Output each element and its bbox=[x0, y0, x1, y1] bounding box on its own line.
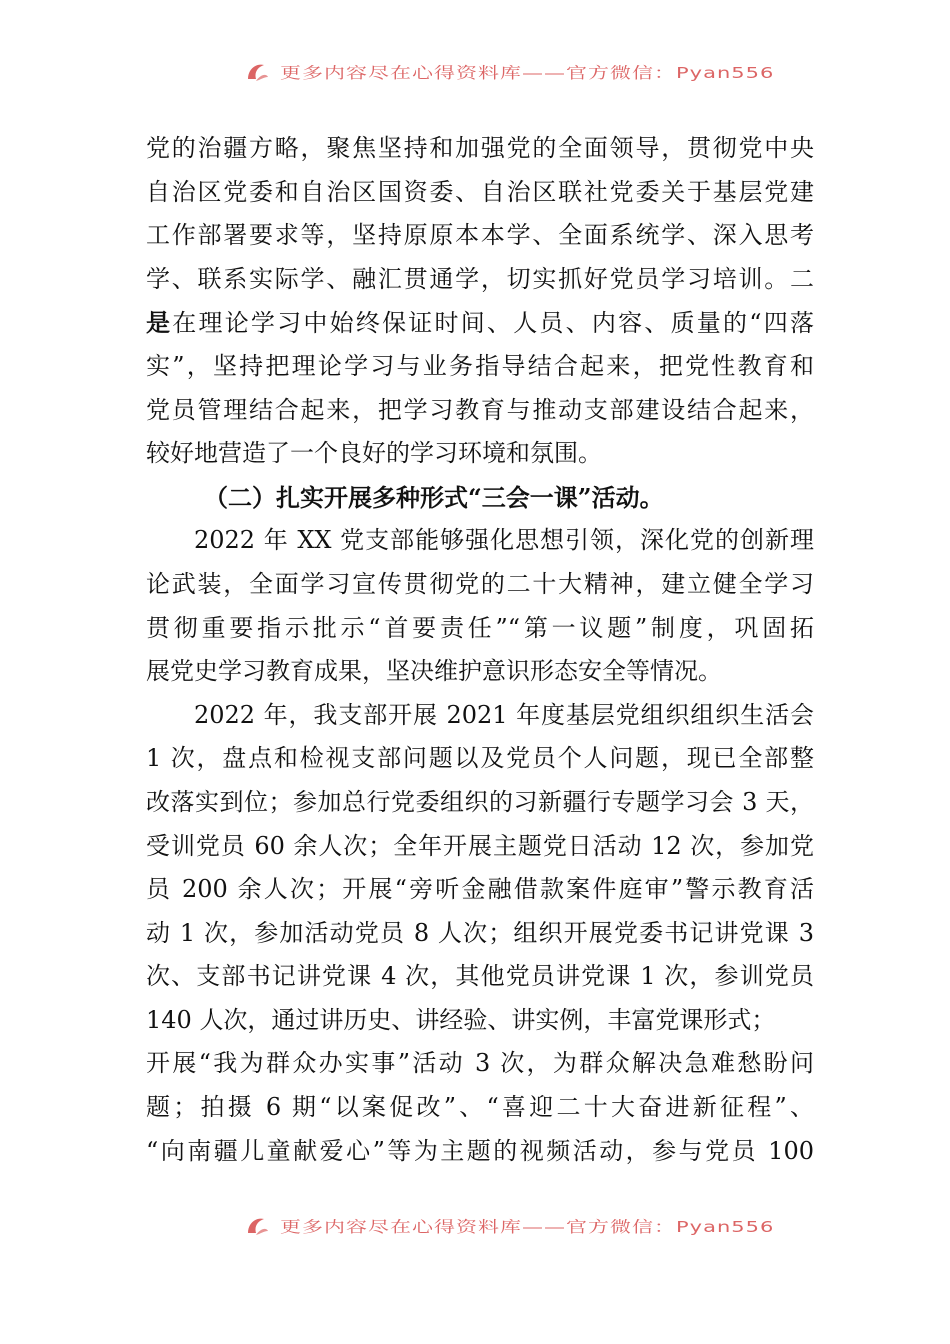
document-body bbox=[146, 127, 814, 1173]
text-line: 党的治疆方略，聚焦坚持和加强党的全面领导，贯彻党中央 bbox=[146, 134, 814, 162]
text-line: 实”，坚持把理论学习与业务指导结合起来，把党性教育和 bbox=[146, 351, 814, 380]
text-line: 开展“我为群众办实事”活动 3 次，为群众解决急难愁盼问 bbox=[146, 1049, 814, 1078]
text-line: 学、联系实际学、融汇贯通学，切实抓好党员学习培训。二 bbox=[146, 264, 814, 293]
watermark-header bbox=[244, 52, 774, 92]
text-line: 受训党员 60 余人次；全年开展主题党日活动 12 次，参加党 bbox=[146, 831, 814, 860]
text-line: “向南疆儿童献爱心”等为主题的视频活动，参与党员 100 bbox=[146, 1136, 814, 1165]
text-line: 1 次，盘点和检视支部问题以及党员个人问题，现已全部整 bbox=[146, 744, 814, 773]
text-line: 论武装，全面学习宣传贯彻党的二十大精神，建立健全学习 bbox=[146, 569, 814, 598]
text-line: 展党史学习教育成果，坚决维护意识形态安全等情况。 bbox=[146, 657, 722, 686]
watermark-footer bbox=[244, 1206, 774, 1246]
text-line: 次、支部书记讲党课 4 次，其他党员讲党课 1 次，参训党员 bbox=[146, 962, 814, 991]
watermark-text: 更多内容尽在心得资料库——官方微信：Pyan556 bbox=[280, 1218, 775, 1236]
section-heading: （二）扎实开展多种形式“三会一课”活动。 bbox=[204, 482, 664, 512]
watermark-logo-icon bbox=[244, 59, 270, 85]
text-line: 题；拍摄 6 期“以案促改”、“喜迎二十大奋进新征程”、 bbox=[146, 1093, 814, 1122]
emphasis-lead: 是 bbox=[146, 308, 173, 338]
text-line: 员 200 余人次；开展“旁听金融借款案件庭审”警示教育活 bbox=[146, 875, 814, 904]
text-line: 工作部署要求等，坚持原原本本学、全面系统学、深入思考 bbox=[146, 221, 814, 250]
text-line: 自治区党委和自治区国资委、自治区联社党委关于基层党建 bbox=[146, 177, 814, 206]
text-segment: 在理论学习中始终保证时间、人员、内容、质量的“四落 bbox=[172, 309, 814, 338]
text-line: 140 人次，通过讲历史、讲经验、讲实例，丰富党课形式； bbox=[146, 1005, 776, 1034]
text-line: 改落实到位；参加总行党委组织的习新疆行专题学习会 3 天， bbox=[146, 787, 814, 816]
text-line: 较好地营造了一个良好的学习环境和氛围。 bbox=[146, 439, 602, 468]
text-line bbox=[146, 301, 814, 345]
text-line: 贯彻重要指示批示“首要责任”“第一议题”制度，巩固拓 bbox=[146, 613, 814, 642]
text-line: 党员管理结合起来，把学习教育与推动支部建设结合起来， bbox=[146, 395, 814, 424]
watermark-text: 更多内容尽在心得资料库——官方微信：Pyan556 bbox=[280, 64, 775, 82]
text-line: 2022 年，我支部开展 2021 年度基层党组织组织生活会 bbox=[194, 700, 814, 729]
watermark-logo-icon bbox=[244, 1213, 270, 1239]
text-line: 动 1 次，参加活动党员 8 人次；组织开展党委书记讲党课 3 bbox=[146, 918, 814, 947]
text-line: 2022 年 XX 党支部能够强化思想引领，深化党的创新理 bbox=[194, 526, 814, 555]
